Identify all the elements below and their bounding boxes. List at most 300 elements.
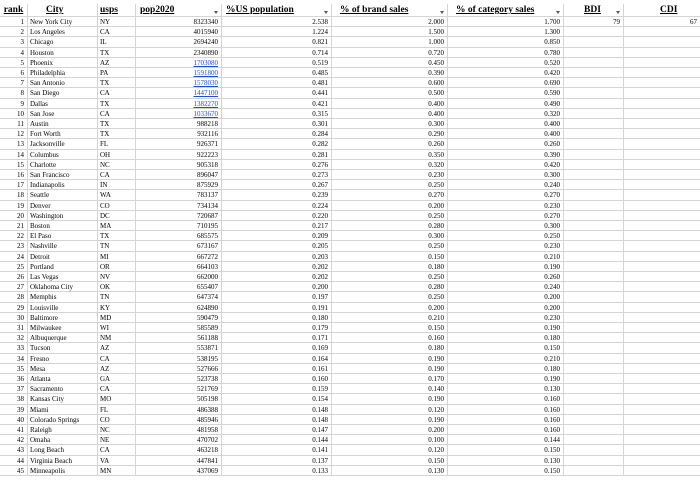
cell-cdi[interactable] <box>624 343 700 353</box>
cell-usps[interactable] <box>98 37 136 47</box>
cell-rank[interactable] <box>0 119 28 129</box>
cell-category-sales[interactable] <box>448 394 564 404</box>
cell-rank[interactable] <box>0 139 28 149</box>
cell-category-sales[interactable] <box>448 58 564 68</box>
cell-us-population[interactable] <box>222 445 332 455</box>
cell-bdi[interactable] <box>564 88 624 98</box>
cell-city[interactable] <box>28 394 98 404</box>
cell-cdi[interactable] <box>624 109 700 119</box>
cell-category-sales[interactable] <box>448 405 564 415</box>
cell-usps[interactable] <box>98 435 136 445</box>
cell-bdi[interactable] <box>564 272 624 282</box>
cell-city[interactable] <box>28 88 98 98</box>
cell-us-population[interactable] <box>222 333 332 343</box>
cell-cdi[interactable] <box>624 160 700 170</box>
cell-bdi[interactable] <box>564 384 624 394</box>
cell-brand-sales[interactable] <box>332 262 448 272</box>
cell-pop2020[interactable] <box>136 384 222 394</box>
cell-category-sales[interactable] <box>448 99 564 109</box>
cell-us-population[interactable] <box>222 119 332 129</box>
header-pop2020[interactable] <box>136 4 222 17</box>
cell-pop2020[interactable] <box>136 211 222 221</box>
cell-pop2020[interactable] <box>136 78 222 88</box>
header-rank[interactable] <box>0 4 28 17</box>
cell-us-population[interactable] <box>222 78 332 88</box>
cell-cdi[interactable] <box>624 333 700 343</box>
cell-bdi[interactable] <box>564 374 624 384</box>
cell-pop2020[interactable] <box>136 17 222 27</box>
cell-us-population[interactable] <box>222 405 332 415</box>
cell-us-population[interactable] <box>222 364 332 374</box>
cell-cdi[interactable] <box>624 313 700 323</box>
cell-pop2020[interactable] <box>136 37 222 47</box>
cell-city[interactable] <box>28 99 98 109</box>
cell-brand-sales[interactable] <box>332 343 448 353</box>
cell-city[interactable] <box>28 221 98 231</box>
cell-category-sales[interactable] <box>448 445 564 455</box>
cell-cdi[interactable] <box>624 303 700 313</box>
cell-category-sales[interactable] <box>448 354 564 364</box>
cell-rank[interactable] <box>0 27 28 37</box>
cell-us-population[interactable] <box>222 374 332 384</box>
cell-city[interactable] <box>28 68 98 78</box>
cell-us-population[interactable] <box>222 323 332 333</box>
cell-city[interactable] <box>28 282 98 292</box>
cell-bdi[interactable] <box>564 466 624 476</box>
cell-usps[interactable] <box>98 384 136 394</box>
cell-category-sales[interactable] <box>448 27 564 37</box>
cell-city[interactable] <box>28 364 98 374</box>
cell-brand-sales[interactable] <box>332 170 448 180</box>
cell-usps[interactable] <box>98 445 136 455</box>
cell-rank[interactable] <box>0 129 28 139</box>
cell-us-population[interactable] <box>222 466 332 476</box>
cell-city[interactable] <box>28 58 98 68</box>
cell-us-population[interactable] <box>222 415 332 425</box>
cell-us-population[interactable] <box>222 221 332 231</box>
cell-brand-sales[interactable] <box>332 445 448 455</box>
cell-usps[interactable] <box>98 211 136 221</box>
cell-us-population[interactable] <box>222 48 332 58</box>
cell-category-sales[interactable] <box>448 262 564 272</box>
cell-category-sales[interactable] <box>448 292 564 302</box>
cell-usps[interactable] <box>98 333 136 343</box>
cell-brand-sales[interactable] <box>332 201 448 211</box>
cell-city[interactable] <box>28 445 98 455</box>
cell-us-population[interactable] <box>222 241 332 251</box>
cell-usps[interactable] <box>98 78 136 88</box>
cell-bdi[interactable] <box>564 27 624 37</box>
header-us-population[interactable] <box>222 4 332 17</box>
cell-rank[interactable] <box>0 384 28 394</box>
cell-pop2020[interactable] <box>136 394 222 404</box>
cell-bdi[interactable] <box>564 354 624 364</box>
cell-us-population[interactable] <box>222 170 332 180</box>
cell-category-sales[interactable] <box>448 282 564 292</box>
cell-us-population[interactable] <box>222 313 332 323</box>
cell-rank[interactable] <box>0 17 28 27</box>
cell-brand-sales[interactable] <box>332 231 448 241</box>
cell-city[interactable] <box>28 119 98 129</box>
cell-city[interactable] <box>28 180 98 190</box>
cell-category-sales[interactable] <box>448 466 564 476</box>
cell-pop2020[interactable] <box>136 415 222 425</box>
cell-cdi[interactable] <box>624 374 700 384</box>
cell-brand-sales[interactable] <box>332 405 448 415</box>
cell-city[interactable] <box>28 252 98 262</box>
cell-usps[interactable] <box>98 58 136 68</box>
cell-pop2020[interactable] <box>136 88 222 98</box>
cell-brand-sales[interactable] <box>332 384 448 394</box>
cell-brand-sales[interactable] <box>332 129 448 139</box>
cell-category-sales[interactable] <box>448 48 564 58</box>
cell-us-population[interactable] <box>222 231 332 241</box>
cell-rank[interactable] <box>0 109 28 119</box>
cell-us-population[interactable] <box>222 262 332 272</box>
cell-city[interactable] <box>28 333 98 343</box>
cell-usps[interactable] <box>98 231 136 241</box>
cell-rank[interactable] <box>0 456 28 466</box>
cell-pop2020[interactable] <box>136 262 222 272</box>
cell-city[interactable] <box>28 201 98 211</box>
cell-brand-sales[interactable] <box>332 68 448 78</box>
cell-cdi[interactable] <box>624 119 700 129</box>
cell-city[interactable] <box>28 262 98 272</box>
cell-bdi[interactable] <box>564 99 624 109</box>
cell-cdi[interactable] <box>624 17 700 27</box>
cell-bdi[interactable] <box>564 180 624 190</box>
cell-city[interactable] <box>28 343 98 353</box>
cell-rank[interactable] <box>0 88 28 98</box>
cell-city[interactable] <box>28 303 98 313</box>
cell-pop2020[interactable] <box>136 48 222 58</box>
cell-rank[interactable] <box>0 374 28 384</box>
cell-usps[interactable] <box>98 343 136 353</box>
header-usps[interactable] <box>98 4 136 17</box>
cell-bdi[interactable] <box>564 139 624 149</box>
cell-brand-sales[interactable] <box>332 58 448 68</box>
cell-usps[interactable] <box>98 466 136 476</box>
cell-category-sales[interactable] <box>448 119 564 129</box>
cell-city[interactable] <box>28 150 98 160</box>
cell-cdi[interactable] <box>624 456 700 466</box>
cell-cdi[interactable] <box>624 139 700 149</box>
cell-city[interactable] <box>28 425 98 435</box>
cell-brand-sales[interactable] <box>332 456 448 466</box>
cell-brand-sales[interactable] <box>332 333 448 343</box>
header-city[interactable] <box>28 4 98 17</box>
cell-rank[interactable] <box>0 303 28 313</box>
cell-us-population[interactable] <box>222 303 332 313</box>
cell-brand-sales[interactable] <box>332 282 448 292</box>
cell-bdi[interactable] <box>564 48 624 58</box>
cell-pop2020[interactable] <box>136 139 222 149</box>
cell-category-sales[interactable] <box>448 129 564 139</box>
cell-us-population[interactable] <box>222 282 332 292</box>
cell-bdi[interactable] <box>564 37 624 47</box>
cell-rank[interactable] <box>0 160 28 170</box>
cell-rank[interactable] <box>0 364 28 374</box>
cell-brand-sales[interactable] <box>332 241 448 251</box>
cell-us-population[interactable] <box>222 160 332 170</box>
cell-brand-sales[interactable] <box>332 415 448 425</box>
cell-usps[interactable] <box>98 170 136 180</box>
cell-cdi[interactable] <box>624 405 700 415</box>
cell-pop2020[interactable] <box>136 354 222 364</box>
cell-us-population[interactable] <box>222 99 332 109</box>
cell-category-sales[interactable] <box>448 313 564 323</box>
cell-category-sales[interactable] <box>448 17 564 27</box>
cell-us-population[interactable] <box>222 109 332 119</box>
cell-cdi[interactable] <box>624 354 700 364</box>
cell-category-sales[interactable] <box>448 37 564 47</box>
cell-brand-sales[interactable] <box>332 466 448 476</box>
cell-brand-sales[interactable] <box>332 17 448 27</box>
cell-brand-sales[interactable] <box>332 435 448 445</box>
cell-bdi[interactable] <box>564 425 624 435</box>
cell-pop2020[interactable] <box>136 170 222 180</box>
cell-rank[interactable] <box>0 466 28 476</box>
cell-bdi[interactable] <box>564 435 624 445</box>
cell-cdi[interactable] <box>624 58 700 68</box>
cell-city[interactable] <box>28 292 98 302</box>
cell-city[interactable] <box>28 109 98 119</box>
cell-category-sales[interactable] <box>448 241 564 251</box>
cell-cdi[interactable] <box>624 323 700 333</box>
cell-cdi[interactable] <box>624 231 700 241</box>
cell-cdi[interactable] <box>624 201 700 211</box>
cell-bdi[interactable] <box>564 129 624 139</box>
cell-category-sales[interactable] <box>448 435 564 445</box>
cell-city[interactable] <box>28 160 98 170</box>
cell-category-sales[interactable] <box>448 425 564 435</box>
cell-us-population[interactable] <box>222 211 332 221</box>
cell-bdi[interactable] <box>564 109 624 119</box>
cell-pop2020[interactable] <box>136 405 222 415</box>
cell-brand-sales[interactable] <box>332 425 448 435</box>
cell-pop2020[interactable] <box>136 241 222 251</box>
cell-bdi[interactable] <box>564 170 624 180</box>
cell-category-sales[interactable] <box>448 364 564 374</box>
cell-bdi[interactable] <box>564 282 624 292</box>
cell-pop2020[interactable] <box>136 303 222 313</box>
cell-category-sales[interactable] <box>448 211 564 221</box>
cell-usps[interactable] <box>98 262 136 272</box>
cell-usps[interactable] <box>98 160 136 170</box>
cell-cdi[interactable] <box>624 150 700 160</box>
filter-dropdown-icon[interactable] <box>556 11 560 14</box>
cell-category-sales[interactable] <box>448 456 564 466</box>
cell-pop2020[interactable] <box>136 374 222 384</box>
cell-pop2020[interactable] <box>136 99 222 109</box>
cell-usps[interactable] <box>98 150 136 160</box>
cell-rank[interactable] <box>0 292 28 302</box>
cell-city[interactable] <box>28 129 98 139</box>
cell-us-population[interactable] <box>222 17 332 27</box>
cell-brand-sales[interactable] <box>332 323 448 333</box>
cell-usps[interactable] <box>98 313 136 323</box>
cell-usps[interactable] <box>98 303 136 313</box>
cell-rank[interactable] <box>0 221 28 231</box>
header-cdi[interactable] <box>624 4 700 17</box>
cell-rank[interactable] <box>0 231 28 241</box>
cell-usps[interactable] <box>98 394 136 404</box>
cell-pop2020[interactable] <box>136 456 222 466</box>
cell-bdi[interactable] <box>564 17 624 27</box>
cell-cdi[interactable] <box>624 78 700 88</box>
cell-category-sales[interactable] <box>448 374 564 384</box>
filter-dropdown-icon[interactable] <box>616 11 620 14</box>
cell-us-population[interactable] <box>222 354 332 364</box>
cell-city[interactable] <box>28 241 98 251</box>
cell-rank[interactable] <box>0 262 28 272</box>
cell-usps[interactable] <box>98 364 136 374</box>
cell-category-sales[interactable] <box>448 333 564 343</box>
cell-bdi[interactable] <box>564 343 624 353</box>
cell-us-population[interactable] <box>222 150 332 160</box>
cell-cdi[interactable] <box>624 435 700 445</box>
cell-pop2020[interactable] <box>136 364 222 374</box>
cell-bdi[interactable] <box>564 415 624 425</box>
cell-category-sales[interactable] <box>448 231 564 241</box>
cell-us-population[interactable] <box>222 394 332 404</box>
cell-rank[interactable] <box>0 405 28 415</box>
cell-cdi[interactable] <box>624 27 700 37</box>
cell-bdi[interactable] <box>564 231 624 241</box>
cell-rank[interactable] <box>0 272 28 282</box>
filter-dropdown-icon[interactable] <box>214 11 218 14</box>
cell-brand-sales[interactable] <box>332 99 448 109</box>
cell-cdi[interactable] <box>624 466 700 476</box>
cell-usps[interactable] <box>98 68 136 78</box>
cell-rank[interactable] <box>0 99 28 109</box>
cell-brand-sales[interactable] <box>332 313 448 323</box>
cell-us-population[interactable] <box>222 272 332 282</box>
cell-city[interactable] <box>28 48 98 58</box>
cell-usps[interactable] <box>98 282 136 292</box>
cell-usps[interactable] <box>98 27 136 37</box>
cell-pop2020[interactable] <box>136 282 222 292</box>
cell-brand-sales[interactable] <box>332 374 448 384</box>
cell-city[interactable] <box>28 170 98 180</box>
cell-city[interactable] <box>28 374 98 384</box>
cell-pop2020[interactable] <box>136 272 222 282</box>
cell-usps[interactable] <box>98 17 136 27</box>
cell-us-population[interactable] <box>222 201 332 211</box>
cell-pop2020[interactable] <box>136 313 222 323</box>
cell-usps[interactable] <box>98 109 136 119</box>
cell-brand-sales[interactable] <box>332 160 448 170</box>
cell-rank[interactable] <box>0 323 28 333</box>
cell-cdi[interactable] <box>624 415 700 425</box>
cell-usps[interactable] <box>98 221 136 231</box>
cell-brand-sales[interactable] <box>332 303 448 313</box>
cell-bdi[interactable] <box>564 252 624 262</box>
cell-rank[interactable] <box>0 445 28 455</box>
cell-pop2020[interactable] <box>136 180 222 190</box>
cell-bdi[interactable] <box>564 394 624 404</box>
cell-bdi[interactable] <box>564 160 624 170</box>
cell-city[interactable] <box>28 415 98 425</box>
cell-usps[interactable] <box>98 241 136 251</box>
cell-pop2020[interactable] <box>136 425 222 435</box>
cell-us-population[interactable] <box>222 58 332 68</box>
cell-cdi[interactable] <box>624 252 700 262</box>
cell-cdi[interactable] <box>624 129 700 139</box>
cell-rank[interactable] <box>0 58 28 68</box>
cell-bdi[interactable] <box>564 150 624 160</box>
cell-pop2020[interactable] <box>136 323 222 333</box>
cell-cdi[interactable] <box>624 282 700 292</box>
cell-rank[interactable] <box>0 190 28 200</box>
cell-bdi[interactable] <box>564 445 624 455</box>
cell-cdi[interactable] <box>624 384 700 394</box>
cell-city[interactable] <box>28 190 98 200</box>
cell-city[interactable] <box>28 211 98 221</box>
cell-brand-sales[interactable] <box>332 150 448 160</box>
cell-brand-sales[interactable] <box>332 364 448 374</box>
cell-bdi[interactable] <box>564 313 624 323</box>
cell-brand-sales[interactable] <box>332 37 448 47</box>
cell-brand-sales[interactable] <box>332 221 448 231</box>
cell-city[interactable] <box>28 231 98 241</box>
cell-brand-sales[interactable] <box>332 252 448 262</box>
cell-category-sales[interactable] <box>448 201 564 211</box>
cell-bdi[interactable] <box>564 58 624 68</box>
cell-us-population[interactable] <box>222 88 332 98</box>
cell-rank[interactable] <box>0 252 28 262</box>
cell-pop2020[interactable] <box>136 221 222 231</box>
cell-bdi[interactable] <box>564 241 624 251</box>
cell-brand-sales[interactable] <box>332 180 448 190</box>
cell-us-population[interactable] <box>222 425 332 435</box>
cell-bdi[interactable] <box>564 323 624 333</box>
cell-pop2020[interactable] <box>136 435 222 445</box>
cell-brand-sales[interactable] <box>332 48 448 58</box>
cell-bdi[interactable] <box>564 201 624 211</box>
cell-brand-sales[interactable] <box>332 27 448 37</box>
cell-rank[interactable] <box>0 333 28 343</box>
cell-usps[interactable] <box>98 201 136 211</box>
cell-pop2020[interactable] <box>136 445 222 455</box>
cell-usps[interactable] <box>98 119 136 129</box>
cell-category-sales[interactable] <box>448 415 564 425</box>
cell-pop2020[interactable] <box>136 466 222 476</box>
cell-rank[interactable] <box>0 211 28 221</box>
cell-us-population[interactable] <box>222 456 332 466</box>
cell-city[interactable] <box>28 456 98 466</box>
cell-brand-sales[interactable] <box>332 139 448 149</box>
cell-us-population[interactable] <box>222 27 332 37</box>
cell-cdi[interactable] <box>624 88 700 98</box>
cell-pop2020[interactable] <box>136 252 222 262</box>
cell-rank[interactable] <box>0 48 28 58</box>
cell-us-population[interactable] <box>222 37 332 47</box>
cell-cdi[interactable] <box>624 37 700 47</box>
cell-cdi[interactable] <box>624 292 700 302</box>
cell-cdi[interactable] <box>624 170 700 180</box>
cell-pop2020[interactable] <box>136 190 222 200</box>
cell-city[interactable] <box>28 323 98 333</box>
cell-usps[interactable] <box>98 415 136 425</box>
cell-pop2020[interactable] <box>136 129 222 139</box>
cell-us-population[interactable] <box>222 68 332 78</box>
cell-city[interactable] <box>28 272 98 282</box>
cell-rank[interactable] <box>0 394 28 404</box>
cell-brand-sales[interactable] <box>332 272 448 282</box>
cell-usps[interactable] <box>98 456 136 466</box>
cell-rank[interactable] <box>0 37 28 47</box>
